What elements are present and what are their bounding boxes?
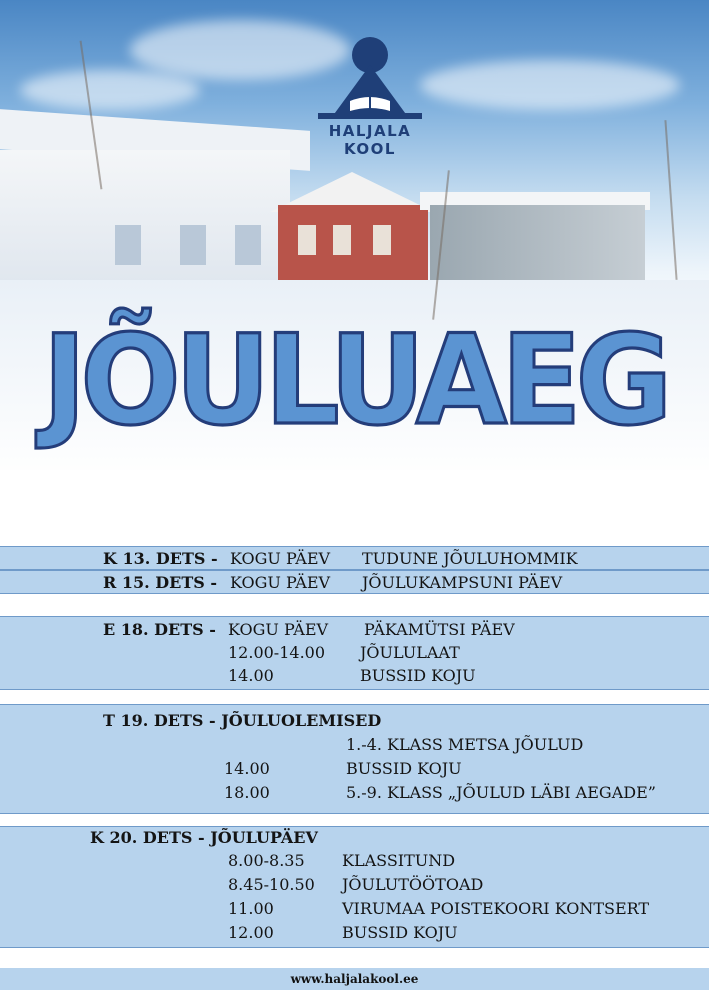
event-heading: K 20. DETS - JÕULUPÄEV — [90, 828, 318, 847]
event-desc: KLASSITUND — [342, 851, 456, 870]
event-time: 8.45-10.50 — [228, 875, 315, 894]
poster-title: JÕULUAEG — [42, 307, 667, 453]
event-desc: BUSSID KOJU — [360, 666, 476, 685]
event-time: KOGU PÄEV — [228, 620, 329, 639]
event-time: 12.00 — [228, 923, 274, 942]
event-desc: 5.-9. KLASS „JÕULUD LÄBI AEGADE” — [346, 783, 656, 802]
event-time: 18.00 — [224, 783, 270, 802]
event-time: 11.00 — [228, 899, 274, 918]
event-time: 14.00 — [224, 759, 270, 778]
event-desc: BUSSID KOJU — [342, 923, 458, 942]
event-day: E 18. DETS - — [103, 620, 216, 639]
school-name: HALJALA KOOL — [328, 122, 412, 158]
footer-url-band — [0, 968, 709, 990]
event-heading: T 19. DETS - JÕULUOLEMISED — [103, 711, 382, 730]
event-time: 14.00 — [228, 666, 274, 685]
event-desc: JÕULUKAMPSUNI PÄEV — [362, 573, 563, 592]
event-time: KOGU PÄEV — [230, 549, 331, 568]
school-building — [0, 150, 290, 290]
website-link[interactable]: www.haljalakool.ee — [290, 972, 419, 986]
event-desc: PÄKAMÜTSI PÄEV — [364, 620, 515, 639]
event-time: 12.00-14.00 — [228, 643, 326, 662]
event-day: R 15. DETS - — [103, 573, 218, 592]
event-time: KOGU PÄEV — [230, 573, 331, 592]
event-desc: TUDUNE JÕULUHOMMIK — [362, 549, 578, 568]
event-desc: JÕULULAAT — [360, 643, 460, 662]
event-desc: BUSSID KOJU — [346, 759, 462, 778]
event-desc: VIRUMAA POISTEKOORI KONTSERT — [342, 899, 650, 918]
event-desc: JÕULUTÖÖTOAD — [342, 875, 484, 894]
red-house — [278, 205, 428, 285]
event-day: K 13. DETS - — [103, 549, 218, 568]
school-logo-icon — [300, 35, 440, 125]
event-time: 8.00-8.35 — [228, 851, 305, 870]
glass-building — [430, 205, 645, 280]
event-desc: 1.-4. KLASS METSA JÕULUD — [346, 735, 584, 754]
